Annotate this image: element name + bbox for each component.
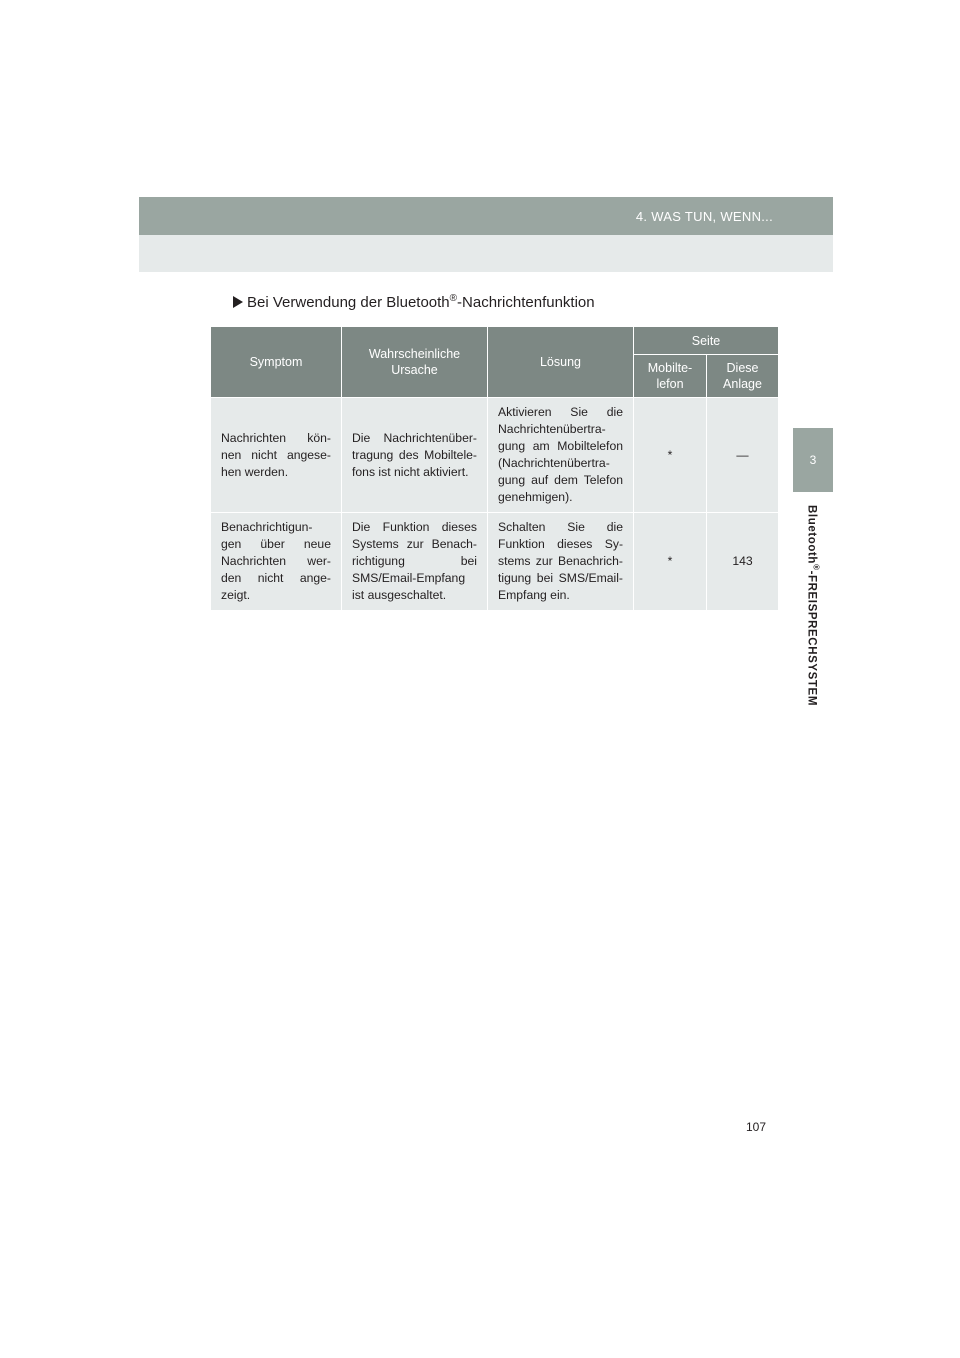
chapter-header-bar — [139, 197, 833, 235]
row-symptom: Benachrichtigun-gen über neue Nachrichten wer-den nicht ange-zeigt. — [211, 513, 342, 611]
chapter-label-main: Bluetooth — [805, 505, 818, 565]
header-mobile-phone: Mobilte-lefon — [634, 355, 707, 398]
row-cause: Die Nachrichtenüber-tragung des Mobiltele-fons ist nicht aktiviert. — [342, 398, 488, 513]
chapter-header-title: 4. WAS TUN, WENN... — [635, 209, 773, 224]
row-system-page: — — [707, 398, 779, 513]
header-cause: Wahrscheinliche Ursache — [342, 327, 488, 398]
section-title — [233, 293, 595, 311]
row-cause: Die Funktion dieses Systems zur Benach-richtigung bei SMS/Email-Empfang ist ausgeschaltet. — [342, 513, 488, 611]
chapter-tab — [793, 428, 833, 492]
chapter-label-reg: ® — [811, 564, 821, 571]
triangle-bullet-icon — [233, 296, 243, 308]
header-sub-band — [139, 235, 833, 272]
chapter-label-rest: -FREISPRECHSYSTEM — [805, 570, 818, 706]
section-title-post: -Nachrichtenfunktion — [457, 294, 595, 311]
table-row — [211, 398, 779, 513]
row-mobile-page: * — [634, 398, 707, 513]
section-title-reg: ® — [449, 293, 458, 304]
row-system-page: 143 — [707, 513, 779, 611]
troubleshooting-table — [210, 326, 779, 611]
page-number: 107 — [746, 1120, 767, 1134]
section-title-pre: Bei Verwendung der Bluetooth — [247, 294, 450, 311]
header-page: Seite — [634, 327, 779, 355]
header-this-system: Diese Anlage — [707, 355, 779, 398]
header-symptom: Symptom — [211, 327, 342, 398]
row-mobile-page: * — [634, 513, 707, 611]
chapter-number: 3 — [809, 453, 817, 467]
row-solution: Schalten Sie die Funktion dieses Sy-stems zur Benachrich-tigung bei SMS/Email-Empfang ein. — [488, 513, 634, 611]
row-symptom: Nachrichten kön-nen nicht angese-hen werden. — [211, 398, 342, 513]
chapter-side-label — [806, 505, 821, 706]
row-solution: Aktivieren Sie die Nachrichtenübertra-gung am Mobiltelefon (Nachrichtenübertra-gung auf dem Telefon genehmigen). — [488, 398, 634, 513]
table-row — [211, 513, 779, 611]
header-solution: Lösung — [488, 327, 634, 398]
